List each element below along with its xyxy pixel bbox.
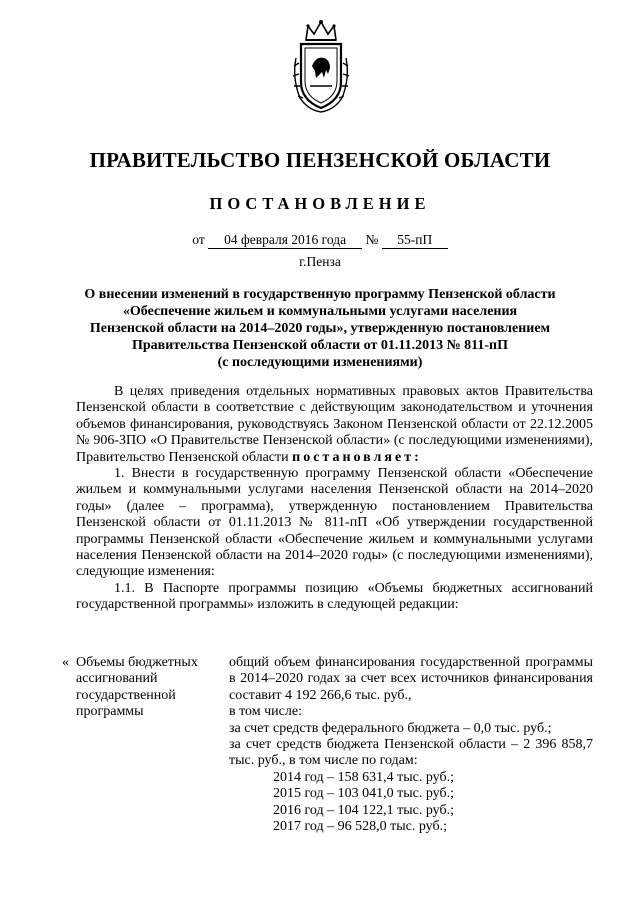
government-title: ПРАВИТЕЛЬСТВО ПЕНЗЕНСКОЙ ОБЛАСТИ — [89, 148, 551, 172]
year-row: 2016 год – 104 122,1 тыс. руб.; — [273, 802, 454, 818]
passport-value — [229, 655, 593, 835]
passport-label-line: программы — [76, 704, 144, 720]
heading-line: (с последующими изменениями) — [217, 355, 423, 370]
heading-line: Пензенской области на 2014–2020 годы», утвержденную постановлением — [89, 321, 551, 336]
open-quote: « — [62, 655, 69, 670]
federal-budget: за счет средств федерального бюджета – 0,0 тыс. руб.; — [229, 720, 552, 736]
year-row: 2014 год – 158 631,4 тыс. руб.; — [273, 769, 454, 785]
preamble-paragraph — [76, 384, 593, 466]
passport-label-line: Объемы бюджетных — [76, 655, 198, 670]
date-line — [0, 232, 640, 249]
year-row: 2017 год – 96 528,0 тыс. руб.; — [273, 819, 447, 835]
item-1-paragraph: 1. Внести в государственную программу Пензенской области «Обеспечение жильем и коммунальными услугами населения Пензенской области на 2014–2020 годы» (далее – программа), утвержденную постановлением Правительства Пензенской области от 01.11.2013 № 811-пП «Об утверждении государственной программы Пензенской области «Обеспечение жильем и коммунальными услугами населения Пензенской области на 2014–2020 годы» (с последующими изменениями), следующие изменения: — [76, 466, 593, 580]
heading-line: Правительства Пензенской области от 01.11.2013 № 811-пП — [131, 338, 509, 353]
date-prefix: от — [192, 232, 205, 247]
passport-label-line: государственной — [76, 687, 176, 703]
city: г.Пенза — [299, 254, 341, 269]
passport-label — [76, 655, 216, 721]
including-label: в том числе: — [229, 704, 302, 720]
document-body — [76, 384, 593, 614]
coat-of-arms-icon — [286, 18, 356, 114]
preamble-text: В целях приведения отдельных нормативных правовых актов Правительства Пензенской области в соответствие с действующим законодательством и уточнения объемов финансирования, руководствуясь Законом Пензенской области от 22.12.2005 № 906-ЗПО «О Правительстве Пензенской области» (с последующими изменениями), Правительство Пензенской области — [76, 384, 593, 465]
document-date: 04 февраля 2016 года — [208, 232, 362, 249]
number-sign: № — [365, 232, 379, 247]
year-row: 2015 год – 103 041,0 тыс. руб.; — [273, 786, 454, 802]
item-1-1-paragraph: 1.1. В Паспорте программы позицию «Объемы бюджетных ассигнований государственной программы» изложить в следующей редакции: — [76, 580, 593, 613]
document-type: ПОСТАНОВЛЕНИЕ — [209, 194, 431, 213]
regional-budget: за счет средств бюджета Пензенской области – 2 396 858,7 тыс. руб., в том числе по годам: — [229, 737, 593, 769]
document-number: 55-пП — [382, 232, 448, 249]
document-heading — [70, 286, 570, 371]
financing-total: общий объем финансирования государственной программы в 2014–2020 годах за счет всех источников финансирования составит 4 192 266,6 тыс. руб., — [229, 655, 593, 703]
decree-word: постановляет: — [292, 449, 422, 465]
heading-line: «Обеспечение жильем и коммунальными услугами населения — [122, 304, 518, 319]
heading-line: О внесении изменений в государственную программу Пензенской области — [84, 287, 556, 302]
passport-label-line: ассигнований — [76, 671, 158, 687]
